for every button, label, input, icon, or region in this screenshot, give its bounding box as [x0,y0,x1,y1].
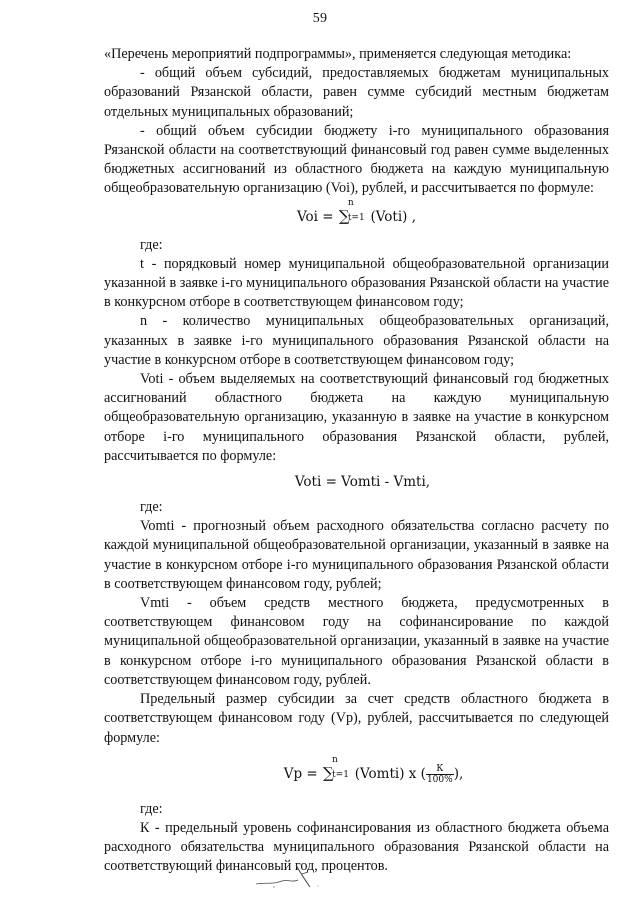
paragraph: «Перечень мероприятий подпрограммы», применяется следующая методика: [104,46,572,62]
fraction [426,764,454,785]
paragraph: Vomti - прогнозный объем расходного обязательства согласно расчету по каждой муниципальной общеобразовательной организации, указанный в заявке на участие в конкурсном отборе i-го муниципального образования Рязанской области в соответствующем финансовом году, рублей; [104,518,609,592]
document-body [104,45,609,877]
sum-operator: ∑ n t=1 [323,754,349,782]
where-label: где: [140,499,163,516]
paragraph: n - количество муниципальных общеобразовательных организаций, указанных в заявке i-го муниципального образования Рязанской области на участие в конкурсном отборе в соответствующем финансовом году; [104,313,609,368]
formula-term: (Vomti) x ( [354,765,426,782]
sum-lower-limit: t=1 [332,769,349,780]
formula-voti: Voti = Vomti - Vmti, [294,474,431,491]
paragraph: - общий объем субсидий, предоставляемых бюджетам муниципальных образований Рязанской области, равен сумме субсидий местным бюджетам отдельных муниципальных образований; [104,65,609,120]
formula-vp [104,754,609,786]
sum-upper-limit: n [332,754,338,765]
paragraph: Vmti - объем средств местного бюджета, предусмотренных в соответствующем финансовом году на софинансирование по каждой муниципальной общеобразовательной организации, указанный в заявке на участие в конкурсном отборе i-го муниципального образования Рязанской области в соответствующем финансовом году, рублей. [104,595,609,688]
paragraph: - общий объем субсидии бюджету i-го муниципального образования Рязанской области на соответствующий финансовый год равен сумме выделенных бюджетных ассигнований из областного бюджета на каждую муниципальную общеобразовательную организацию (Voi), рублей, и рассчитывается по формуле: [104,122,609,197]
formula-tail: ), [453,765,464,782]
paragraph: t - порядковый номер муниципальной общеобразовательной организации указанной в заявке i-го муниципального образования Рязанской области на участие в конкурсном отборе в соответствующем финансовом году; [104,255,609,311]
formula-voi [104,197,609,229]
formula-term: (Voti) , [370,208,417,225]
sum-upper-limit: n [347,197,354,208]
where-label: где: [140,800,163,817]
formula-lhs: Vp = [283,765,323,782]
formula-lhs: Voi = [296,208,338,225]
fraction-numerator: К [436,763,444,774]
handwritten-mark [252,860,342,890]
paragraph: Предельный размер субсидии за счет средств областного бюджета в соответствующем финансовом году (Vp), рублей, рассчитывается по следующей формуле: [104,691,609,746]
fraction-denominator: 100% [426,774,453,785]
page-number: 59 [312,11,328,26]
paragraph: К - предельный уровень софинансирования из областного бюджета объема расходного обязательства муниципального образования Рязанской области на соответствующий финансовый год, процентов. [104,819,609,875]
sum-operator: ∑ n t=1 [338,197,365,225]
sum-lower-limit: t=1 [347,212,365,223]
paragraph: Voti - объем выделяемых на соответствующий финансовый год бюджетных ассигнований областного бюджета на каждую муниципальную общеобразовательную организацию, указанную в заявке на участие в конкурсном отборе i-го муниципального образования Рязанской области, рублей, рассчитывается по формуле: [104,371,609,464]
where-label: где: [140,236,163,253]
